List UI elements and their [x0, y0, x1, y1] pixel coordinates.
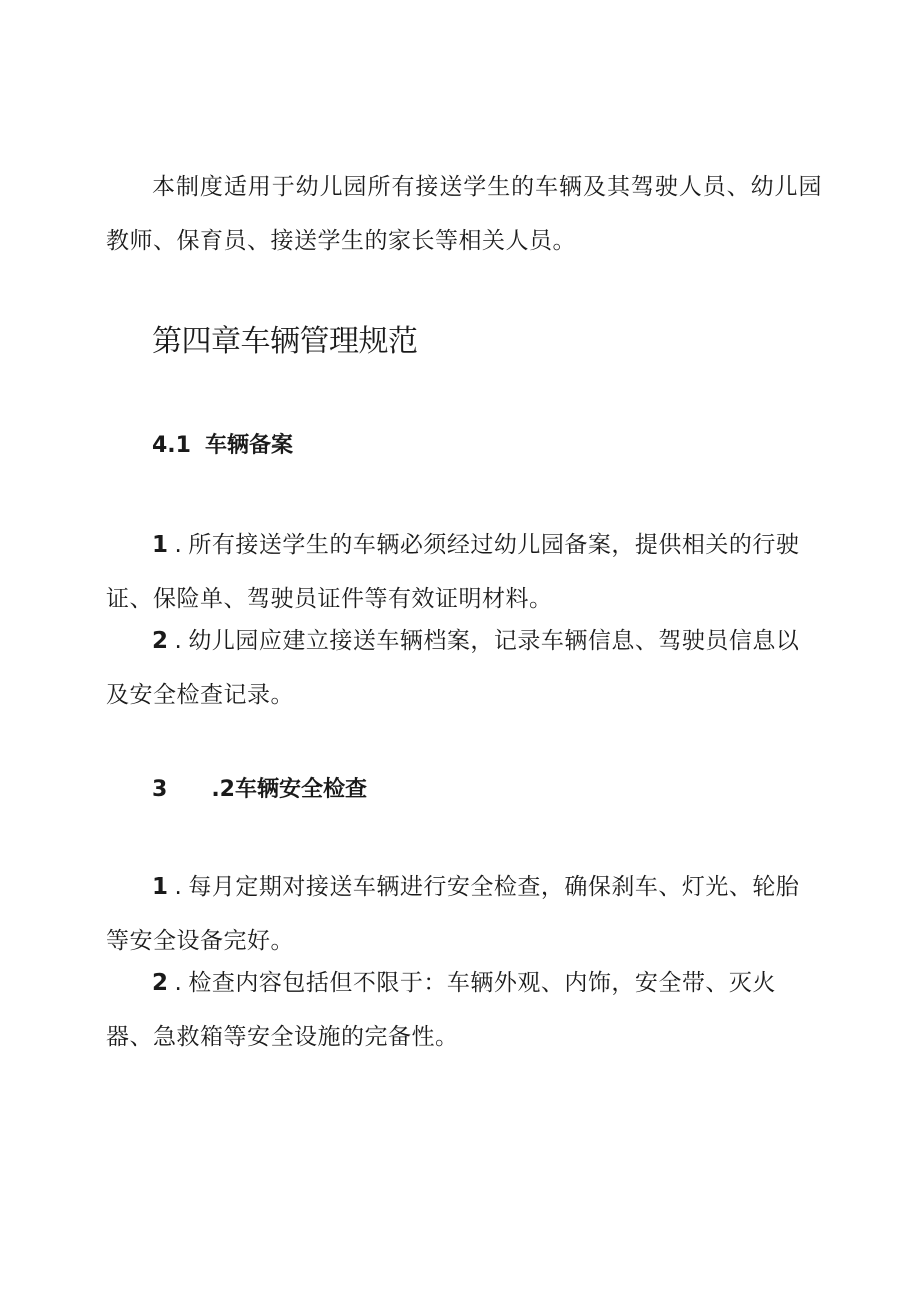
list-item	[106, 860, 822, 968]
list-item-number: 1	[152, 532, 169, 558]
list-item-separator: .	[174, 628, 183, 654]
list-item	[106, 614, 822, 722]
list-item-text: 每月定期对接送车辆进行安全检查，确保刹车、灯光、轮胎等安全设备完好。	[106, 874, 800, 954]
intro-paragraph: 本制度适用于幼儿园所有接送学生的车辆及其驾驶人员、幼儿园教师、保育员、接送学生的家长等相关人员。	[106, 174, 822, 254]
list-item-text: 幼儿园应建立接送车辆档案，记录车辆信息、驾驶员信息以及安全检查记录。	[106, 628, 800, 708]
list-item-text: 检查内容包括但不限于：车辆外观、内饰，安全带、灭火器、急救箱等安全设施的完备性。	[106, 970, 776, 1050]
list-item-separator: .	[174, 874, 183, 900]
list-item-number: 2	[152, 628, 169, 654]
list-item-number: 2	[152, 970, 169, 996]
list-item	[106, 956, 822, 1064]
section-heading-vehicle-registration	[152, 426, 293, 466]
chapter-title: 第四章车辆管理规范	[152, 324, 418, 359]
list-item-separator: .	[174, 532, 183, 558]
list-item-number: 1	[152, 874, 169, 900]
section-number: 4.1	[152, 433, 191, 458]
section-title: 车辆备案	[204, 433, 293, 458]
section-title: .2车辆安全检查	[211, 777, 367, 802]
list-item-text: 所有接送学生的车辆必须经过幼儿园备案，提供相关的行驶证、保险单、驾驶员证件等有效证明材料。	[106, 532, 800, 612]
section-number: 3	[152, 777, 168, 802]
list-item	[106, 518, 822, 626]
section-heading-vehicle-safety-inspection	[152, 770, 367, 810]
list-item-separator: .	[174, 970, 183, 996]
